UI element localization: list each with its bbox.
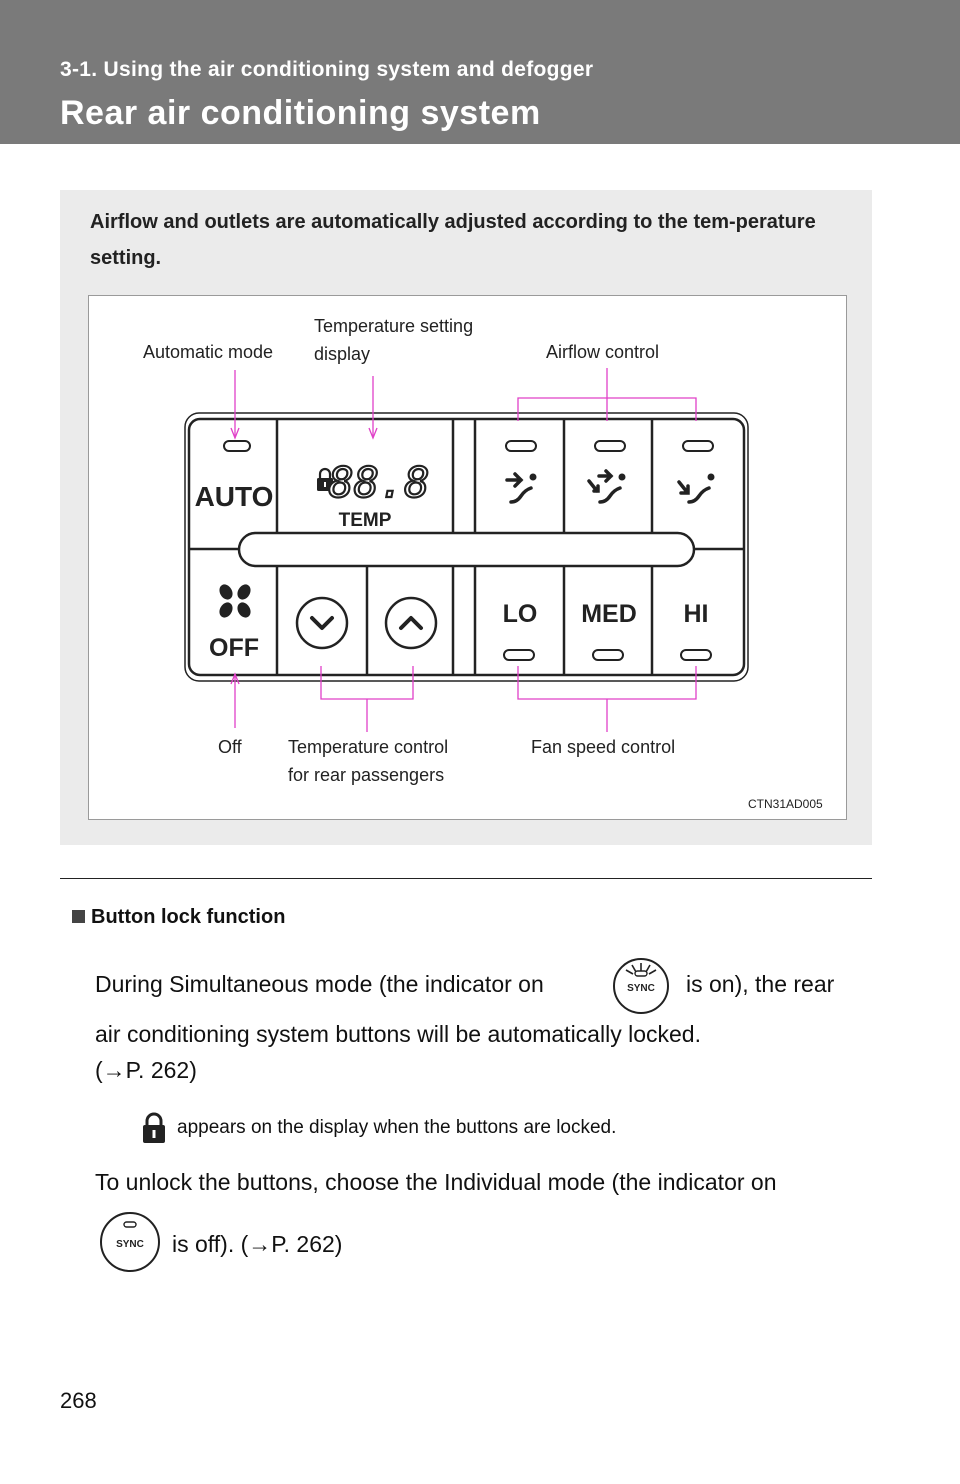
- section-title: 3-1. Using the air conditioning system and defogger: [60, 58, 594, 81]
- figure-code: CTN31AD005: [748, 797, 823, 811]
- control-panel-figure: [88, 295, 847, 820]
- label-temp-display-2: display: [314, 344, 371, 364]
- intro-text: Airflow and outlets are automatically adjusted according to the tem-perature setting.: [90, 211, 816, 269]
- sync-off-icon: [97, 1208, 163, 1274]
- temperature-display: 88.8: [328, 458, 430, 507]
- lock-note: appears on the display when the buttons are locked.: [177, 1117, 617, 1138]
- label-automatic-mode: Automatic mode: [143, 342, 274, 362]
- med-indicator: [593, 650, 623, 660]
- page-title: Rear air conditioning system: [60, 94, 541, 132]
- lo-indicator: [504, 650, 534, 660]
- control-panel-diagram: [89, 296, 846, 819]
- section-divider: [60, 878, 872, 879]
- svg-text:SYNC: SYNC: [116, 1239, 144, 1250]
- label-temp-control-2: for rear passengers: [288, 765, 445, 785]
- label-temp-display-1: Temperature setting: [314, 316, 474, 336]
- foot-indicator: [683, 441, 713, 451]
- med-button[interactable]: MED: [581, 600, 637, 628]
- para1-line1b: is on), the rear: [686, 971, 835, 997]
- label-off: Off: [218, 737, 242, 757]
- section-heading-text: Button lock function: [91, 906, 286, 928]
- page-number: 268: [60, 1388, 97, 1413]
- para2-line2: is off). (→P. 262): [172, 1231, 343, 1257]
- label-airflow-control: Airflow control: [546, 342, 660, 362]
- temp-down-button[interactable]: [297, 598, 347, 648]
- para1-line2: air conditioning system buttons will be automatically locked.: [95, 1021, 701, 1047]
- label-fan-speed-control: Fan speed control: [531, 737, 676, 757]
- sync-on-icon: [608, 951, 674, 1017]
- bilevel-indicator: [595, 441, 625, 451]
- lock-icon: [140, 1112, 168, 1144]
- para1-line3: (→P. 262): [95, 1057, 197, 1083]
- page-header: [0, 0, 960, 144]
- hi-button[interactable]: HI: [683, 600, 709, 628]
- temp-up-button[interactable]: [386, 598, 436, 648]
- off-button[interactable]: OFF: [209, 634, 259, 662]
- auto-button[interactable]: AUTO: [194, 481, 274, 512]
- para1-line1a: During Simultaneous mode (the indicator on: [95, 971, 544, 997]
- temp-label: TEMP: [338, 510, 392, 531]
- hi-indicator: [681, 650, 711, 660]
- lo-button[interactable]: LO: [502, 600, 538, 628]
- svg-text:SYNC: SYNC: [627, 983, 655, 994]
- face-indicator: [506, 441, 536, 451]
- auto-indicator: [224, 441, 250, 451]
- para2-line1: To unlock the buttons, choose the Individual mode (the indicator on: [95, 1169, 777, 1195]
- label-temp-control-1: Temperature control: [288, 737, 449, 757]
- square-bullet-icon: [72, 910, 85, 923]
- panel-slot: [239, 533, 694, 566]
- section-heading: [72, 906, 285, 929]
